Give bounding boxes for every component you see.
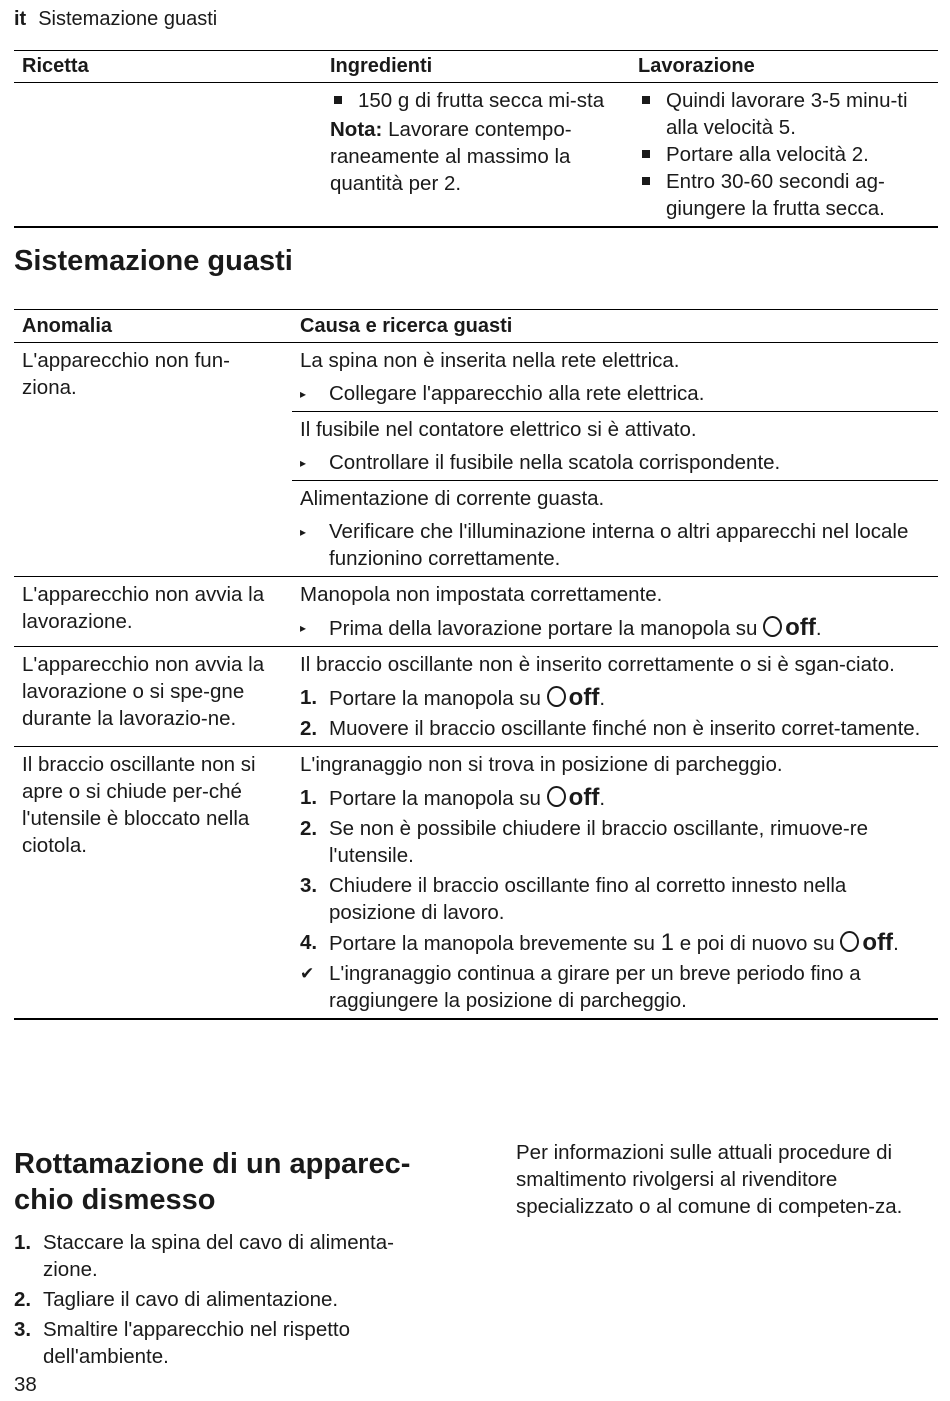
arrow-icon: ▸ bbox=[300, 387, 307, 401]
numbered-step bbox=[14, 1316, 444, 1370]
trouble-header-causa: Causa e ricerca guasti bbox=[292, 310, 938, 343]
note-label: Nota: bbox=[330, 118, 383, 141]
step-text: Tagliare il cavo di alimentazione. bbox=[43, 1288, 339, 1311]
language-code: it bbox=[14, 8, 27, 30]
cause-cell bbox=[292, 647, 938, 747]
off-label: off bbox=[568, 684, 600, 711]
ingredient-item: 150 g di frutta secca mi-sta bbox=[330, 87, 620, 114]
anomaly-cell: L'apparecchio non fun-ziona. bbox=[14, 343, 292, 577]
step-text: Staccare la spina del cavo di alimenta-zione. bbox=[43, 1231, 394, 1281]
trouble-header-anomalia: Anomalia bbox=[14, 310, 292, 343]
arrow-icon: ▸ bbox=[300, 525, 307, 539]
disposal-steps bbox=[14, 1226, 444, 1373]
disposal-info: Per informazioni sulle attuali procedure di smaltimento rivolgersi al rivenditore specializzato o al comune di competen-za. bbox=[516, 1141, 903, 1218]
cause-cell bbox=[292, 343, 938, 412]
troubleshooting-heading: Sistemazione guasti bbox=[14, 245, 293, 277]
step-text: Portare la manopola su bbox=[329, 687, 541, 710]
step-number: 1. bbox=[300, 786, 318, 809]
recipe-cell-ingredients bbox=[322, 83, 630, 228]
cause-cell bbox=[292, 747, 938, 1020]
troubleshooting-table bbox=[14, 309, 938, 1020]
recipe-step: Quindi lavorare 3-5 minu-ti alla velocità 5. bbox=[638, 87, 928, 141]
action-text: Collegare l'apparecchio alla rete elettrica. bbox=[329, 382, 705, 405]
action-text: Controllare il fusibile nella scatola corrispondente. bbox=[329, 451, 781, 474]
off-label: off bbox=[785, 614, 816, 641]
anomaly-cell: L'apparecchio non avvia la lavorazione. bbox=[14, 577, 292, 647]
cause-text: Alimentazione di corrente guasta. bbox=[300, 487, 605, 510]
off-circle-icon bbox=[547, 686, 566, 707]
step-number: 1. bbox=[14, 1231, 32, 1254]
recipe-table bbox=[14, 50, 938, 228]
recipe-step: Entro 30-60 secondi ag-giungere la frutta secca. bbox=[638, 168, 928, 222]
recipe-header-ricetta: Ricetta bbox=[14, 51, 322, 83]
step-number: 2. bbox=[300, 717, 318, 740]
step-number: 3. bbox=[14, 1318, 32, 1341]
cause-cell bbox=[292, 481, 938, 577]
note-text: Lavorare contempo-raneamente al massimo la quantità per 2. bbox=[330, 118, 572, 195]
numbered-step bbox=[14, 1229, 444, 1283]
cause-text: Il braccio oscillante non è inserito correttamente o si è sgan-ciato. bbox=[300, 653, 895, 676]
step-text: Muovere il braccio oscillante finché non è inserito corret-tamente. bbox=[329, 717, 921, 740]
anomaly-cell: Il braccio oscillante non si apre o si chiude per-ché l'utensile è bloccato nella ciotola. bbox=[14, 747, 292, 1020]
off-circle-icon bbox=[547, 786, 566, 807]
step-number: 4. bbox=[300, 931, 318, 954]
action-step bbox=[300, 518, 930, 572]
step-text: Smaltire l'apparecchio nel rispetto dell'ambiente. bbox=[43, 1318, 351, 1368]
result-step bbox=[300, 960, 930, 1014]
off-label: off bbox=[862, 929, 894, 956]
numbered-step: 4. Portare la manopola brevemente su 1 e poi di nuovo su off. bbox=[300, 929, 899, 956]
recipe-cell-empty bbox=[14, 83, 322, 228]
cause-text: La spina non è inserita nella rete elettrica. bbox=[300, 349, 680, 372]
action-step: ▸ Prima della lavorazione portare la manopola su off. bbox=[300, 614, 822, 641]
step-text: e poi di nuovo su bbox=[679, 932, 835, 955]
action-text: Verificare che l'illuminazione interna o altri apparecchi nel locale funzionino correttamente. bbox=[329, 520, 909, 570]
anomaly-cell: L'apparecchio non avvia la lavorazione o si spe-gne durante la lavorazio-ne. bbox=[14, 647, 292, 747]
numbered-step: 1. Portare la manopola su off. bbox=[300, 684, 606, 711]
position-one-label: 1 bbox=[660, 929, 674, 956]
recipe-cell-steps bbox=[630, 83, 938, 228]
page-number: 38 bbox=[14, 1373, 37, 1396]
recipe-header-ingredienti: Ingredienti bbox=[322, 51, 630, 83]
step-text: Se non è possibile chiudere il braccio oscillante, rimuove-re l'utensile. bbox=[329, 817, 868, 867]
cause-text: Manopola non impostata correttamente. bbox=[300, 583, 663, 606]
step-number: 3. bbox=[300, 874, 318, 897]
recipe-note bbox=[330, 116, 620, 197]
step-text: Chiudere il braccio oscillante fino al corretto innesto nella posizione di lavoro. bbox=[329, 874, 847, 924]
off-label: off bbox=[568, 784, 600, 811]
action-text: Prima della lavorazione portare la manopola su bbox=[329, 617, 758, 640]
step-number: 2. bbox=[14, 1288, 32, 1311]
check-icon: ✔ bbox=[300, 964, 315, 983]
cause-cell bbox=[292, 577, 938, 647]
numbered-step bbox=[300, 872, 930, 926]
numbered-step bbox=[300, 715, 930, 742]
result-text: L'ingranaggio continua a girare per un breve periodo fino a raggiungere la posizione di parcheggio. bbox=[329, 962, 861, 1012]
header-section-title: Sistemazione guasti bbox=[38, 8, 218, 30]
off-circle-icon bbox=[840, 931, 859, 952]
numbered-step bbox=[14, 1286, 444, 1313]
recipe-header-lavorazione: Lavorazione bbox=[630, 51, 938, 83]
off-circle-icon bbox=[763, 616, 782, 637]
arrow-icon: ▸ bbox=[300, 621, 307, 635]
action-step bbox=[300, 380, 930, 407]
recipe-step: Portare alla velocità 2. bbox=[638, 141, 928, 168]
action-step bbox=[300, 449, 930, 476]
arrow-icon: ▸ bbox=[300, 456, 307, 470]
cause-text: Il fusibile nel contatore elettrico si è attivato. bbox=[300, 418, 697, 441]
numbered-step: 1. Portare la manopola su off. bbox=[300, 784, 606, 811]
step-text: Portare la manopola su bbox=[329, 787, 541, 810]
step-number: 2. bbox=[300, 817, 318, 840]
page-header bbox=[14, 8, 217, 31]
disposal-heading: Rottamazione di un apparec-chio dismesso bbox=[14, 1148, 411, 1216]
step-number: 1. bbox=[300, 686, 318, 709]
numbered-step bbox=[300, 815, 930, 869]
cause-cell bbox=[292, 412, 938, 481]
step-text: Portare la manopola brevemente su bbox=[329, 932, 655, 955]
cause-text: L'ingranaggio non si trova in posizione di parcheggio. bbox=[300, 753, 783, 776]
